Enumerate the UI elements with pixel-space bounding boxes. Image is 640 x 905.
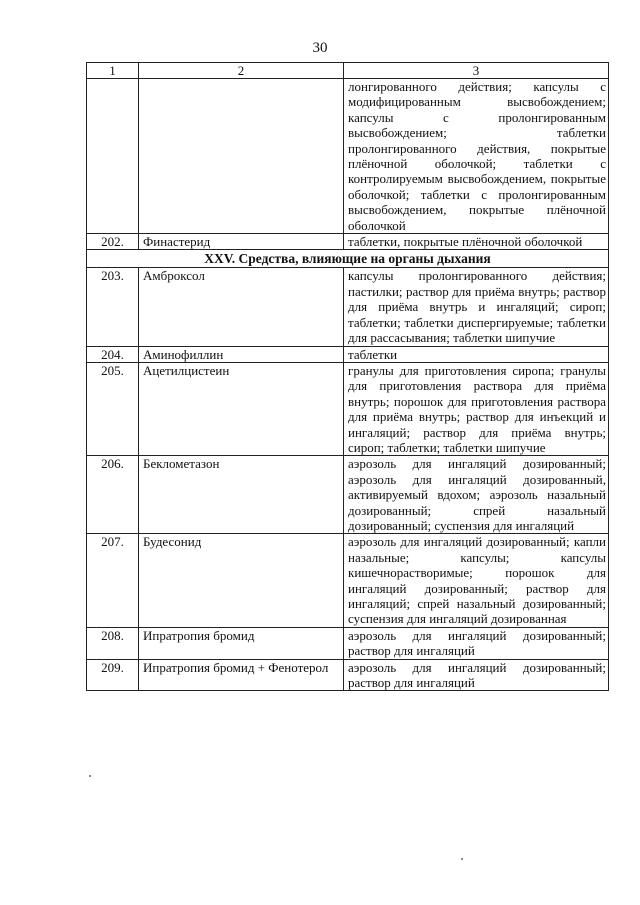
table-row (87, 79, 609, 234)
drug-name: Будесонид (139, 534, 344, 627)
table-row (87, 534, 609, 627)
dosage-forms: таблетки (344, 346, 609, 362)
dosage-forms: аэрозоль для ингаляций дозированный; капли назальные; капсулы; капсулы кишечнорастворимые; порошок для ингаляций дозированный; раствор для ингаляций; спрей назальный дозированный; суспензия для ингаляций дозированная (344, 534, 609, 627)
column-header-1: 1 (87, 63, 139, 79)
item-number: 209. (87, 659, 139, 691)
drug-list-table (86, 62, 609, 691)
drug-name: Амброксол (139, 268, 344, 346)
table-row (87, 234, 609, 250)
item-number (87, 79, 139, 234)
table-row (87, 346, 609, 362)
section-heading-row (87, 250, 609, 268)
table-row (87, 268, 609, 346)
item-number: 205. (87, 362, 139, 455)
dosage-forms: аэрозоль для ингаляций дозированный; раствор для ингаляций (344, 659, 609, 691)
dosage-forms: капсулы пролонгированного действия; пастилки; раствор для приёма внутрь; раствор для приёма внутрь и ингаляций; сироп; таблетки; таблетки диспергируемые; таблетки для рассасывания; таблетки шипучие (344, 268, 609, 346)
table-header-row (87, 63, 609, 79)
drug-name: Аминофиллин (139, 346, 344, 362)
dosage-forms: лонгированного действия; капсулы с модифицированным высвобождением; капсулы с пролонгированным высвобождением; таблетки пролонгированного действия, покрытые плёночной оболочкой; таблетки с контролируемым высвобождением, покрытые оболочкой; таблетки с пролонгированным высвобождением, покрытые плёночной оболочкой (344, 79, 609, 234)
table-row (87, 456, 609, 534)
item-number: 202. (87, 234, 139, 250)
table-row (87, 362, 609, 455)
dosage-forms: аэрозоль для ингаляций дозированный; аэрозоль для ингаляций дозированный, активируемый вдохом; аэрозоль назальный дозированный; спрей назальный дозированный; суспензия для ингаляций (344, 456, 609, 534)
scan-speck (461, 858, 463, 860)
drug-name: Ипратропия бромид + Фенотерол (139, 659, 344, 691)
table-row (87, 659, 609, 691)
item-number: 206. (87, 456, 139, 534)
drug-name: Ипратропия бромид (139, 627, 344, 659)
item-number: 208. (87, 627, 139, 659)
column-header-2: 2 (139, 63, 344, 79)
dosage-forms: гранулы для приготовления сиропа; гранулы для приготовления раствора для приёма внутрь; порошок для приготовления раствора для приёма внутрь; раствор для инъекций и ингаляций; раствор для приёма внутрь; сироп; таблетки; таблетки шипучие (344, 362, 609, 455)
dosage-forms: аэрозоль для ингаляций дозированный; раствор для ингаляций (344, 627, 609, 659)
dosage-forms: таблетки, покрытые плёночной оболочкой (344, 234, 609, 250)
page-number: 30 (312, 40, 328, 56)
drug-name: Беклометазон (139, 456, 344, 534)
table-row (87, 627, 609, 659)
column-header-3: 3 (344, 63, 609, 79)
item-number: 203. (87, 268, 139, 346)
scan-speck (89, 775, 91, 777)
item-number: 204. (87, 346, 139, 362)
drug-name (139, 79, 344, 234)
drug-name: Финастерид (139, 234, 344, 250)
drug-name: Ацетилцистеин (139, 362, 344, 455)
section-title: XXV. Средства, влияющие на органы дыхания (87, 250, 609, 268)
item-number: 207. (87, 534, 139, 627)
